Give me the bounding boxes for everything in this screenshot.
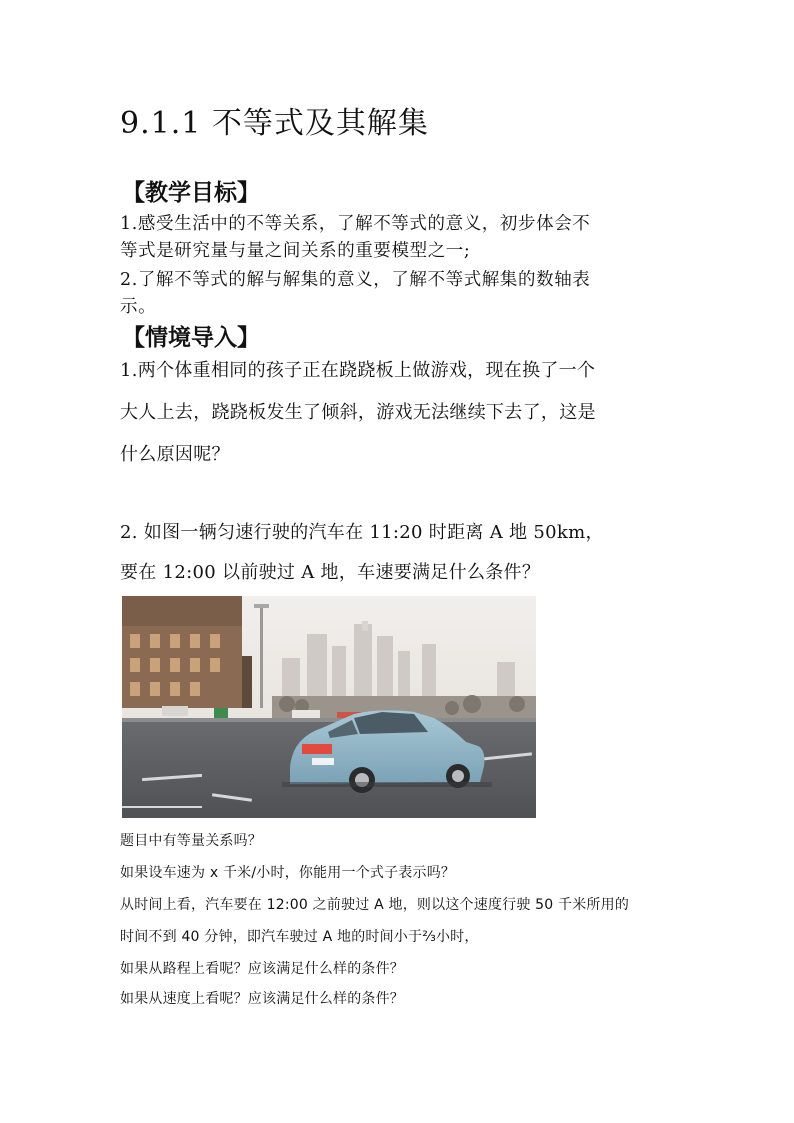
- question-3: 从时间上看，汽车要在 12:00 之前驶过 A 地，则以这个速度行驶 50 千米所用的: [120, 897, 630, 913]
- question-1: 题目中有等量关系吗？: [120, 833, 262, 849]
- intro2-line-2: 要在 12:00 以前驶过 A 地，车速要满足什么条件？: [120, 562, 541, 583]
- intro1-line-3: 什么原因呢？: [120, 444, 230, 465]
- intro2-line-1: 2. 如图一辆匀速行驶的汽车在 11:20 时距离 A 地 50km，: [120, 522, 604, 543]
- question-5: 如果从路程上看呢？应该满足什么样的条件？: [120, 961, 404, 977]
- goal-line-3: 2.了解不等式的解与解集的意义，了解不等式解集的数轴表: [120, 270, 591, 290]
- goal-line-2: 等式是研究量与量之间关系的重要模型之一;: [120, 241, 471, 261]
- car-photo: [122, 596, 536, 818]
- goal-line-4: 示。: [120, 297, 157, 317]
- question-2: 如果设车速为 x 千米/小时，你能用一个式子表示吗？: [120, 865, 456, 881]
- page-title: 9.1.1 不等式及其解集: [120, 106, 429, 141]
- intro1-line-2: 大人上去，跷跷板发生了倾斜，游戏无法继续下去了，这是: [120, 402, 596, 423]
- question-4: 时间不到 40 分钟，即汽车驶过 A 地的时间小于⅔小时，: [120, 929, 479, 945]
- question-6: 如果从速度上看呢？应该满足什么样的条件？: [120, 991, 404, 1007]
- section-heading-goals: 【教学目标】: [122, 179, 260, 206]
- section-heading-intro: 【情境导入】: [122, 324, 260, 351]
- intro1-line-1: 1.两个体重相同的孩子正在跷跷板上做游戏，现在换了一个: [120, 360, 596, 381]
- goal-line-1: 1.感受生活中的不等关系，了解不等式的意义，初步体会不: [120, 214, 591, 234]
